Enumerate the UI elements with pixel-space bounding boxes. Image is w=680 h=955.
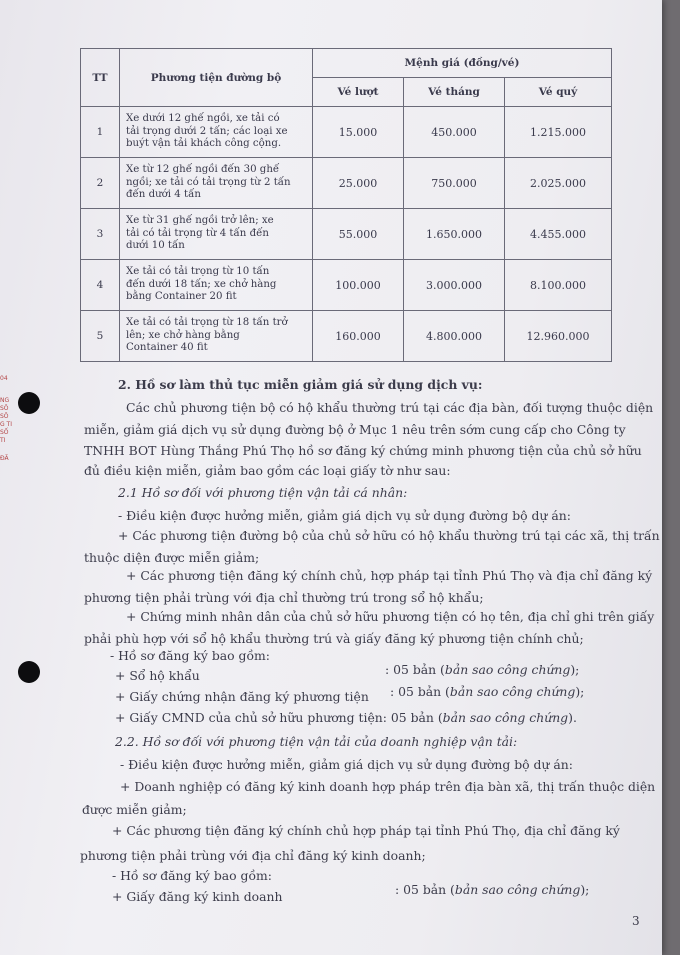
punch-hole [18,661,40,683]
vehicle-description: Xe từ 12 ghế ngồi đến 30 ghế ngồi; xe tải có tải trọng từ 2 tấn đến dưới 4 tấn [120,158,313,209]
document-item: + Giấy CMND của chủ sở hữu phương tiện: 05 bản (bản sao công chứng). [115,710,577,725]
subsection-2-2: 2.2. Hồ sơ đối với phương tiện vận tải của doanh nghiệp vận tải: [115,734,518,749]
condition-line: thuộc diện được miễn giảm; [84,550,260,565]
condition-line: được miễn giảm; [82,802,187,817]
price-monthly: 750.000 [404,158,505,209]
toll-fee-table [80,48,612,362]
row-number: 5 [81,311,120,362]
table-row [81,311,612,362]
price-single: 160.000 [313,311,404,362]
row-number: 3 [81,209,120,260]
intro-line: đủ điều kiện miễn, giảm bao gồm các loại giấy tờ như sau: [84,463,451,478]
header-tt: TT [81,49,120,107]
intro-line: Các chủ phương tiện bộ có hộ khẩu thường trú tại các địa bàn, đối tượng thuộc diện [126,400,654,415]
table-row [81,260,612,311]
price-single: 55.000 [313,209,404,260]
row-number: 2 [81,158,120,209]
document-quantity: : 05 bản (bản sao công chứng); [385,662,580,677]
price-monthly: 450.000 [404,107,505,158]
price-single: 100.000 [313,260,404,311]
price-quarterly: 2.025.000 [505,158,612,209]
row-number: 1 [81,107,120,158]
section-heading: 2. Hồ sơ làm thủ tục miễn giảm giá sử dụng dịch vụ: [118,377,483,392]
condition-line: + Các phương tiện đăng ký chính chủ, hợp pháp tại tỉnh Phú Thọ và địa chỉ đăng ký [126,568,653,583]
documents-label: - Hồ sơ đăng ký bao gồm: [112,868,272,883]
price-monthly: 1.650.000 [404,209,505,260]
row-number: 4 [81,260,120,311]
price-single: 25.000 [313,158,404,209]
margin-red-fragments: 04 NG SÕ SÕ G TI SỐ TI ĐÃ [0,375,12,462]
document-quantity: : 05 bản (bản sao công chứng); [390,684,585,699]
price-monthly: 4.800.000 [404,311,505,362]
condition-line: + Các phương tiện đường bộ của chủ sở hữu có hộ khẩu thường trú tại các xã, thị trấn [118,528,660,543]
header-quarterly-ticket: Vé quý [505,78,612,107]
intro-line: TNHH BOT Hùng Thắng Phú Thọ hồ sơ đăng ký chứng minh phương tiện của chủ sở hữu [84,443,642,458]
price-quarterly: 12.960.000 [505,311,612,362]
condition-line: phải phù hợp với sổ hộ khẩu thường trú và giấy đăng ký phương tiện chính chủ; [84,631,584,646]
condition-heading: - Điều kiện được hưởng miễn, giảm giá dịch vụ sử dụng đường bộ dự án: [120,757,573,772]
vehicle-description: Xe tải có tải trọng từ 10 tấn đến dưới 18 tấn; xe chở hàng bằng Container 20 fit [120,260,313,311]
document-item: + Giấy chứng nhận đăng ký phương tiện [115,689,369,704]
punch-hole [18,392,40,414]
vehicle-description: Xe dưới 12 ghế ngồi, xe tải có tải trọng dưới 2 tấn; các loại xe buýt vận tải khách công cộng. [120,107,313,158]
price-quarterly: 1.215.000 [505,107,612,158]
header-single-ticket: Vé lượt [313,78,404,107]
document-quantity: : 05 bản (bản sao công chứng); [395,882,590,897]
subsection-2-1: 2.1 Hồ sơ đối với phương tiện vận tải cá nhân: [118,485,408,500]
table-row [81,107,612,158]
condition-line: + Các phương tiện đăng ký chính chủ hợp pháp tại tỉnh Phú Thọ, địa chỉ đăng ký [112,823,620,838]
document-item: + Giấy đăng ký kinh doanh [112,889,283,904]
condition-line: phương tiện phải trùng với địa chỉ thường trú trong sổ hộ khẩu; [84,590,484,605]
intro-line: miễn, giảm giá dịch vụ sử dụng đường bộ ở Mục 1 nêu trên sớm cung cấp cho Công ty [84,422,626,437]
document-item: + Sổ hộ khẩu [115,668,200,683]
condition-line: + Chứng minh nhân dân của chủ sở hữu phương tiện có họ tên, địa chỉ ghi trên giấy [126,609,655,624]
table-row [81,158,612,209]
condition-heading: - Điều kiện được hưởng miễn, giảm giá dịch vụ sử dụng đường bộ dự án: [118,508,571,523]
price-quarterly: 4.455.000 [505,209,612,260]
header-vehicle: Phương tiện đường bộ [120,49,313,107]
price-single: 15.000 [313,107,404,158]
vehicle-description: Xe tải có tải trọng từ 18 tấn trở lên; xe chở hàng bằng Container 40 fit [120,311,313,362]
header-monthly-ticket: Vé tháng [404,78,505,107]
page-number: 3 [632,914,640,928]
vehicle-description: Xe từ 31 ghế ngồi trở lên; xe tải có tải trọng từ 4 tấn đến dưới 10 tấn [120,209,313,260]
price-monthly: 3.000.000 [404,260,505,311]
price-quarterly: 8.100.000 [505,260,612,311]
header-price-group: Mệnh giá (đồng/vé) [313,49,612,78]
documents-label: - Hồ sơ đăng ký bao gồm: [110,648,270,663]
condition-line: + Doanh nghiệp có đăng ký kinh doanh hợp pháp trên địa bàn xã, thị trấn thuộc diện [120,779,656,794]
table-row [81,209,612,260]
condition-line: phương tiện phải trùng với địa chỉ đăng ký kinh doanh; [80,848,426,863]
